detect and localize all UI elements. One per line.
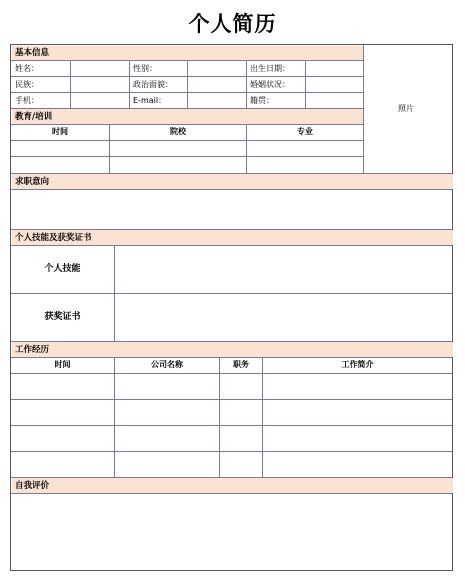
work-col-company: 公司名称 <box>151 360 183 369</box>
work-entry-row[interactable] <box>12 452 452 477</box>
birthdate-field[interactable] <box>306 61 362 76</box>
gender-label: 性别： <box>133 64 157 73</box>
email-field[interactable] <box>188 93 245 108</box>
skills-field[interactable] <box>115 246 452 293</box>
work-heading: 工作经历 <box>15 345 50 355</box>
basic-info-heading: 基本信息 <box>15 48 50 58</box>
email-label: E-mail： <box>133 96 167 105</box>
education-col-time: 时间 <box>52 127 68 136</box>
name-field[interactable] <box>71 61 128 76</box>
education-school-field[interactable] <box>110 157 246 173</box>
self-eval-header-band <box>12 478 453 493</box>
ethnicity-field[interactable] <box>71 77 128 92</box>
hometown-label: 籍贯： <box>250 96 274 105</box>
phone-label: 手机： <box>15 96 39 105</box>
hometown-field[interactable] <box>306 93 362 108</box>
awards-label: 获奖证书 <box>44 312 81 322</box>
intent-heading: 求职意向 <box>15 177 50 187</box>
political-status-field[interactable] <box>188 77 245 92</box>
photo-label: 照片 <box>398 104 414 113</box>
education-school-field[interactable] <box>110 141 246 156</box>
work-col-position: 职务 <box>233 360 249 369</box>
awards-field[interactable] <box>115 294 452 341</box>
skills-label: 个人技能 <box>44 264 81 274</box>
ethnicity-label: 民族： <box>15 80 39 89</box>
work-entry-row[interactable] <box>12 426 452 451</box>
work-entry-row[interactable] <box>12 374 452 399</box>
work-col-description: 工作简介 <box>341 360 374 369</box>
phone-field[interactable] <box>71 93 128 108</box>
education-col-major: 专业 <box>297 127 313 136</box>
name-label: 姓名： <box>15 64 39 73</box>
self-eval-heading: 自我评价 <box>15 481 50 491</box>
page-title: 个人简历 <box>188 11 277 36</box>
intent-header-band <box>12 174 453 189</box>
education-time-field[interactable] <box>12 157 109 173</box>
work-col-time: 时间 <box>54 360 71 369</box>
resume-table <box>10 44 453 571</box>
self-eval-field[interactable] <box>12 494 452 570</box>
intent-field[interactable] <box>12 190 452 228</box>
education-heading: 教育/培训 <box>15 112 53 122</box>
education-header-band <box>12 109 363 124</box>
education-time-field[interactable] <box>12 141 109 156</box>
work-entry-row[interactable] <box>12 400 452 425</box>
basic-info-header-band <box>12 46 363 60</box>
education-major-field[interactable] <box>247 157 363 173</box>
work-header-band <box>12 342 453 357</box>
education-col-school: 院校 <box>170 127 186 136</box>
marital-status-field[interactable] <box>306 77 362 92</box>
political-status-label: 政治面貌： <box>133 80 173 89</box>
gender-field[interactable] <box>188 61 245 76</box>
skills-heading: 个人技能及获奖证书 <box>15 233 92 243</box>
marital-status-label: 婚姻状况： <box>250 80 290 89</box>
education-major-field[interactable] <box>247 141 363 156</box>
birthdate-label: 出生日期： <box>250 64 290 73</box>
